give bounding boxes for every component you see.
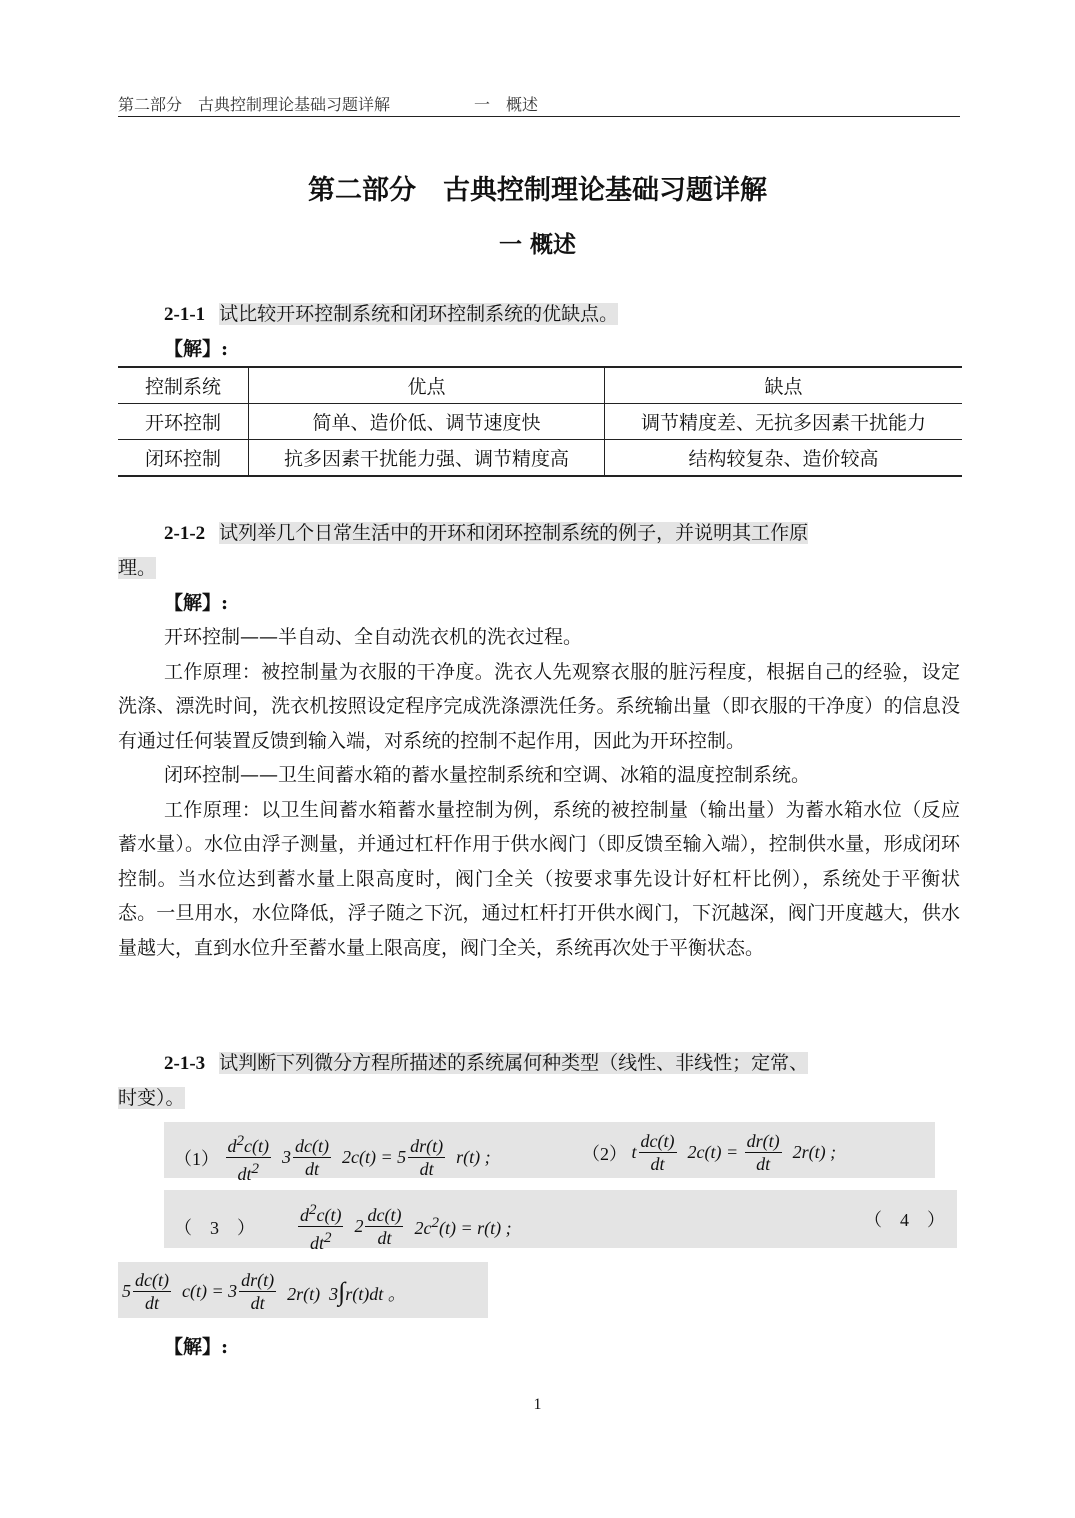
equation-label: （1）: [174, 1148, 219, 1169]
running-header: [118, 90, 960, 117]
equation-label: （ 3 ）: [174, 1217, 255, 1238]
page-number: 1: [533, 1396, 542, 1413]
equation-3: （ 3 ） $\frac{d^2c(t)}{dt^2}$ 2 $\frac{dc(t)}{dt}$ $2c^2(t) = r(t)$ ;: [174, 1199, 512, 1254]
question-text: 试比较开环控制系统和闭环控制系统的优缺点。: [219, 303, 619, 325]
question-number: 2-1-3: [164, 1053, 206, 1074]
table-cell: 抗多因素干扰能力强、调节精度高: [249, 440, 605, 477]
table-cell: 调节精度差、无抗多因素干扰能力: [605, 404, 963, 440]
table-cell: 闭环控制: [118, 440, 249, 477]
question-text-line2: 理。: [118, 557, 157, 579]
equation-row-1: [164, 1122, 935, 1184]
equation-4: 5 $\frac{dc(t)}{dt}$ c(t) = 3 $\frac{dr(t)}{dt}$ 2r(t) 3∫r(t)dt 。: [122, 1270, 406, 1313]
table-cell: 结构较复杂、造价较高: [605, 440, 963, 477]
solution-label: 【解】:: [164, 1336, 229, 1358]
header-part: 第二部分 古典控制理论基础习题详解: [118, 95, 391, 114]
equation-2: （2） t $\frac{dc(t)}{dt}$ 2c(t) = $\frac{dr(t)}{dt}$ 2r(t) ;: [582, 1131, 837, 1174]
header-chapter: 一 概述: [474, 95, 539, 114]
table-header-cell: 优点: [249, 367, 605, 404]
question-number: 2-1-2: [164, 523, 206, 544]
table-header-row: [118, 367, 962, 404]
table-row: [118, 404, 962, 440]
table-cell: 开环控制: [118, 404, 249, 440]
comparison-table: [118, 366, 962, 477]
solution-label: 【解】:: [164, 338, 229, 360]
page-title: 第二部分 古典控制理论基础习题详解: [308, 175, 767, 206]
equation-4-label: （ 4 ）: [864, 1210, 945, 1230]
equation-row-3: [118, 1262, 488, 1318]
question-2-1-3: [164, 1048, 808, 1075]
question-2-1-2: [164, 518, 808, 545]
question-text-line1: 试判断下列微分方程所描述的系统属何种类型（线性、非线性；定常、: [219, 1052, 809, 1074]
answer-body: [118, 620, 960, 965]
open-loop-title: 开环控制——半自动、全自动洗衣机的洗衣过程。: [164, 626, 583, 648]
closed-loop-principle: 工作原理：以卫生间蓄水箱蓄水量控制为例，系统的被控制量（输出量）为蓄水箱水位（反应蓄水量）。水位由浮子测量，并通过杠杆作用于供水阀门（即反馈至输入端），控制供水量，形成闭环控制。当水位达到蓄水量上限高度时，阀门全关（按要求事先设计好杠杆比例），系统处于平衡状态。一旦用水，水位降低，浮子随之下沉，通过杠杆打开供水阀门，下沉越深，阀门开度越大，供水量越大，直到水位升至蓄水量上限高度，阀门全关，系统再次处于平衡状态。: [118, 798, 960, 959]
table-row: [118, 440, 962, 477]
open-loop-principle: 工作原理：被控制量为衣服的干净度。洗衣人先观察衣服的脏污程度，根据自己的经验，设定洗涤、漂洗时间，洗衣机按照设定程序完成洗涤漂洗任务。系统输出量（即衣服的干净度）的信息没有通过任何装置反馈到输入端，对系统的控制不起作用，因此为开环控制。: [118, 660, 960, 752]
equation-row-2: [164, 1190, 957, 1253]
section-title: 一 概述: [498, 231, 576, 258]
equation-label: （2）: [582, 1143, 627, 1164]
question-text-line2: 时变）。: [118, 1087, 185, 1109]
table-header-cell: 控制系统: [118, 367, 249, 404]
table-header-cell: 缺点: [605, 367, 963, 404]
equation-1: （1） $\frac{d^2c(t)}{dt^2}$ 3 $\frac{dc(t)}{dt}$ 2c(t) = 5 $\frac{dr(t)}{dt}$ r(t) ;: [174, 1130, 491, 1185]
question-text-line1: 试列举几个日常生活中的开环和闭环控制系统的例子，并说明其工作原: [219, 522, 809, 544]
closed-loop-title: 闭环控制——卫生间蓄水箱的蓄水量控制系统和空调、冰箱的温度控制系统。: [164, 764, 811, 786]
question-2-1-1: [164, 299, 618, 326]
solution-label: 【解】:: [164, 592, 229, 614]
question-number: 2-1-1: [164, 304, 206, 325]
table-cell: 简单、造价低、调节速度快: [249, 404, 605, 440]
